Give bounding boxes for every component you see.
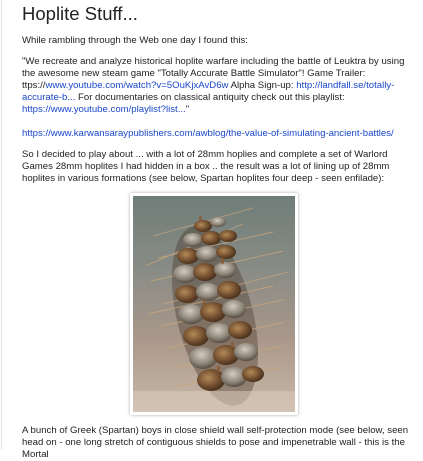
karwansaray-article-link[interactable]: https://www.karwansaraypublishers.com/awblog/the-value-of-simulating-ancient-battles/: [22, 128, 394, 139]
quote-paragraph: [22, 56, 414, 116]
left-border: [1, 0, 2, 450]
quote-text-4: ": [185, 104, 190, 115]
article-link-paragraph: [22, 128, 414, 140]
post-title[interactable]: Hoplite Stuff...: [22, 3, 138, 24]
quote-text-1: "We recreate and analyze historical hoplite warfare including the battle of Leuktra by using the awesome new steam game "Totally Accurate Battle Simulator"! Game Trailer: ttps://: [22, 56, 405, 91]
bottom-paragraph: A bunch of Greek (Spartan) boys in close shield wall self-protection mode (see below, seen head on - one long stretch of contiguous shields to pose and impenetrable wall - this is the Mortal: [22, 425, 409, 460]
hoplites-photo: [133, 196, 295, 412]
hoplites-photo-link[interactable]: [130, 193, 298, 415]
youtube-playlist-link[interactable]: https://www.youtube.com/playlist?list...: [22, 104, 186, 115]
body-paragraph: So I decided to play about ... with a lot of 28mm hoplies and complete a set of Warlord Games 28mm hoplites I had hidden in a box .. the result was a lot of lining up of 28mm hoplites in various formations (see below, Spartan hoplites four deep - seen enfilade):: [22, 149, 390, 184]
intro-paragraph: While rambling through the Web one day I found this:: [22, 35, 248, 46]
landfall-signup-link[interactable]: http://landfall.se/totally-accurate-b...: [22, 80, 395, 103]
post-body: [22, 35, 414, 185]
youtube-trailer-link[interactable]: www.youtube.com/watch?v=5OuKjxAvD6w: [45, 80, 229, 91]
quote-text-3: For documentaries on classical antiquity check out this playlist:: [75, 92, 345, 103]
quote-text-2: Alpha Sign-up:: [228, 80, 297, 91]
